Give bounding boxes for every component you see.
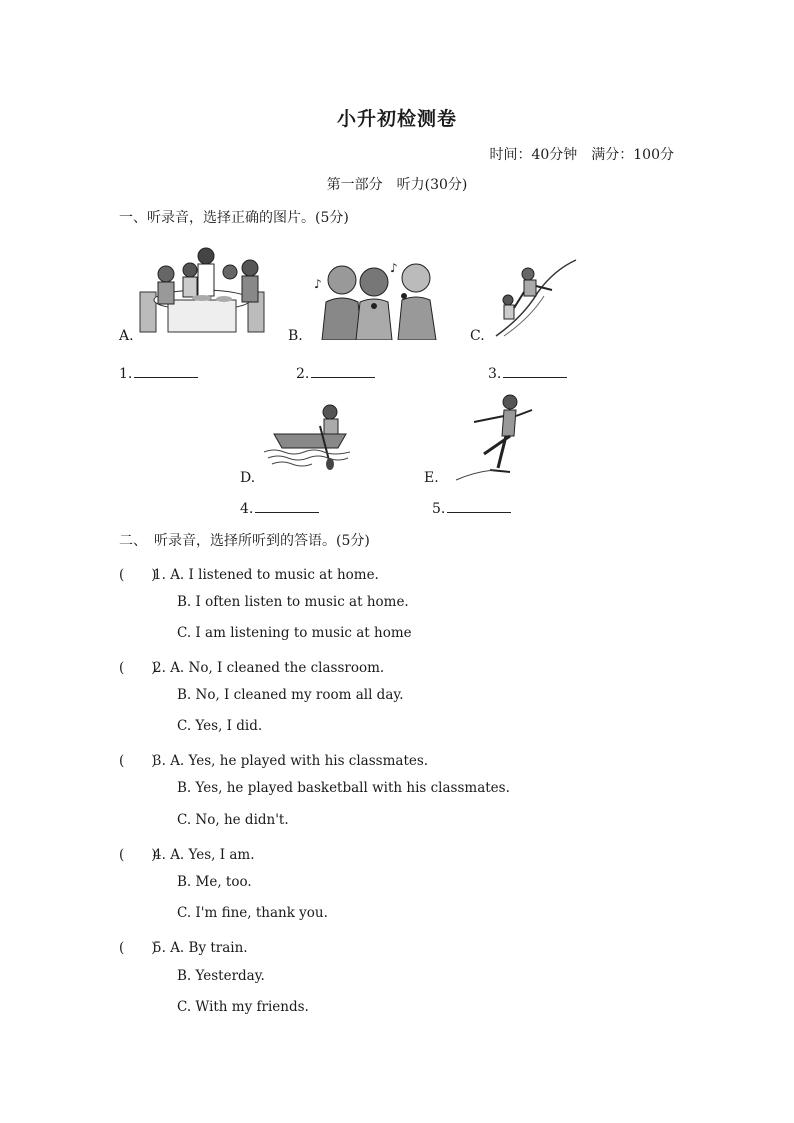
ice-skating-icon bbox=[454, 392, 534, 482]
answer-blank-5[interactable]: 5. bbox=[432, 499, 511, 517]
section1-heading: 一、听录音，选择正确的图片。(5分) bbox=[119, 210, 349, 226]
option-b[interactable]: B. Yes, he played basketball with his classmates. bbox=[177, 780, 510, 796]
option-c[interactable]: C. I'm fine, thank you. bbox=[177, 905, 328, 921]
question-4: ( )4. A. Yes, I am. bbox=[119, 843, 255, 863]
answer-blank-3[interactable]: 3. bbox=[488, 364, 567, 382]
option-a[interactable]: A. Yes, he played with his classmates. bbox=[170, 753, 429, 769]
answer-blank-1[interactable]: 1. bbox=[119, 364, 198, 382]
answer-paren[interactable]: ( ) bbox=[119, 660, 157, 676]
question-5: ( )5. A. By train. bbox=[119, 936, 248, 956]
option-a[interactable]: A. Yes, I am. bbox=[170, 847, 255, 863]
option-label-d: D. bbox=[240, 470, 256, 486]
option-b[interactable]: B. Yesterday. bbox=[177, 968, 265, 984]
question-1: ( )1. A. I listened to music at home. bbox=[119, 563, 379, 583]
option-b[interactable]: B. Me, too. bbox=[177, 874, 252, 890]
question-3: ( )3. A. Yes, he played with his classmates. bbox=[119, 749, 428, 769]
option-b[interactable]: B. I often listen to music at home. bbox=[177, 594, 409, 610]
family-dinner-icon bbox=[138, 244, 266, 334]
mountain-climbing-icon bbox=[494, 256, 578, 338]
answer-paren[interactable]: ( ) bbox=[119, 847, 157, 863]
singing-kids-icon bbox=[306, 258, 446, 340]
section2-heading: 二、 听录音，选择所听到的答语。(5分) bbox=[119, 533, 370, 549]
answer-paren[interactable]: ( ) bbox=[119, 940, 157, 956]
rowing-boat-icon bbox=[264, 400, 350, 472]
part-heading: 第一部分 听力(30分) bbox=[326, 177, 468, 193]
svg-text:♪: ♪ bbox=[314, 277, 322, 291]
option-label-c: C. bbox=[470, 328, 485, 344]
option-a[interactable]: A. No, I cleaned the classroom. bbox=[170, 660, 385, 676]
option-c[interactable]: C. I am listening to music at home bbox=[177, 625, 412, 641]
option-c[interactable]: C. Yes, I did. bbox=[177, 718, 263, 734]
exam-meta: 时间：40分钟 满分：100分 bbox=[489, 147, 674, 163]
option-b[interactable]: B. No, I cleaned my room all day. bbox=[177, 687, 404, 703]
option-c[interactable]: C. With my friends. bbox=[177, 999, 309, 1015]
option-a[interactable]: A. By train. bbox=[170, 940, 248, 956]
answer-blank-4[interactable]: 4. bbox=[240, 499, 319, 517]
option-a[interactable]: A. I listened to music at home. bbox=[170, 567, 379, 583]
page-title: 小升初检测卷 bbox=[336, 108, 457, 130]
option-label-b: B. bbox=[288, 328, 303, 344]
answer-blank-2[interactable]: 2. bbox=[296, 364, 375, 382]
answer-paren[interactable]: ( ) bbox=[119, 753, 157, 769]
answer-paren[interactable]: ( ) bbox=[119, 567, 157, 583]
svg-text:♪: ♪ bbox=[390, 261, 398, 275]
option-label-a: A. bbox=[119, 328, 134, 344]
option-label-e: E. bbox=[424, 470, 439, 486]
option-c[interactable]: C. No, he didn't. bbox=[177, 812, 289, 828]
question-2: ( )2. A. No, I cleaned the classroom. bbox=[119, 656, 384, 676]
